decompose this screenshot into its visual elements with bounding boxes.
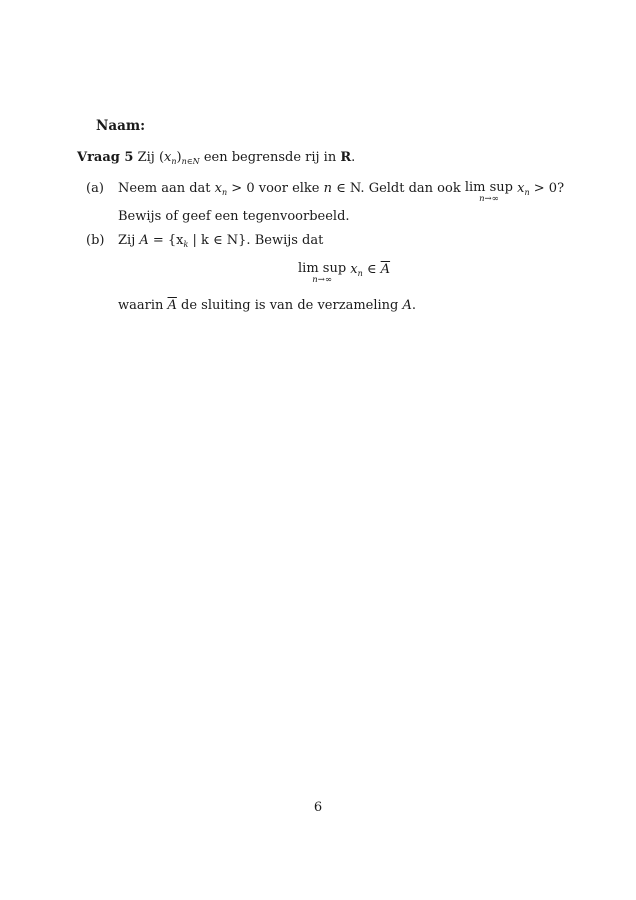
question-number: Vraag 5	[77, 150, 134, 165]
part-b-Abar: $\overline{A}$	[380, 262, 391, 277]
part-a-gt0: > 0?	[529, 181, 565, 196]
closing-end: .	[411, 298, 417, 313]
closing-mid: de sluiting is van de verzameling	[176, 298, 403, 313]
part-b-set2: | k ∈ N}. Bewijs dat	[188, 233, 324, 248]
question-period: .	[351, 150, 356, 165]
sequence-n: n	[171, 157, 177, 166]
part-b-limsup: lim sup n→∞	[298, 261, 347, 285]
part-a-label: (a)	[86, 181, 104, 196]
closing-A: A	[402, 298, 412, 313]
question-prefix: Zij (	[137, 150, 165, 165]
part-b-A: A	[139, 233, 149, 248]
sequence-x: x	[164, 150, 172, 165]
question-suffix: een begrensde rij in	[199, 150, 341, 165]
part-b-closing	[118, 298, 416, 313]
part-a: (a) Neem aan dat $x_n > 0$ voor elke n ∈ N. Geldt dan ook lim sup n→∞ $x_n > 0$?	[86, 180, 565, 204]
name-label: Naam:	[96, 118, 146, 134]
part-b-x: x	[350, 262, 358, 277]
closing-prefix: waarin	[118, 298, 168, 313]
closing-Abar: $\overline{A}$	[167, 298, 177, 313]
part-b-k: k	[183, 240, 189, 249]
part-b-set: = {x	[148, 233, 184, 248]
sequence-index: n∈N	[181, 157, 200, 166]
part-a-text: Neem aan dat	[118, 181, 215, 196]
part-b-text: Zij	[118, 233, 140, 248]
part-a-xn-sub: n	[222, 188, 228, 197]
part-b-in: ∈	[362, 262, 381, 277]
part-a-in-n: ∈ N. Geldt dan ook	[332, 181, 465, 196]
part-b-n: n	[357, 269, 363, 278]
part-b	[86, 233, 323, 249]
part-a-condition: > 0 voor elke	[231, 181, 324, 196]
page-number: 6	[313, 800, 323, 815]
reals-symbol: R	[340, 150, 352, 165]
part-b-display-formula	[298, 262, 390, 285]
question-intro: Vraag 5 Zij $(x_n)_{n\in N}$ een begrensde rij in R.	[77, 150, 356, 166]
part-a-n: n	[323, 181, 332, 196]
part-b-label: (b)	[86, 233, 105, 248]
part-a-line2: Bewijs of geef een tegenvoorbeeld.	[118, 209, 350, 224]
part-a-limsup: lim sup n→∞	[464, 180, 513, 204]
